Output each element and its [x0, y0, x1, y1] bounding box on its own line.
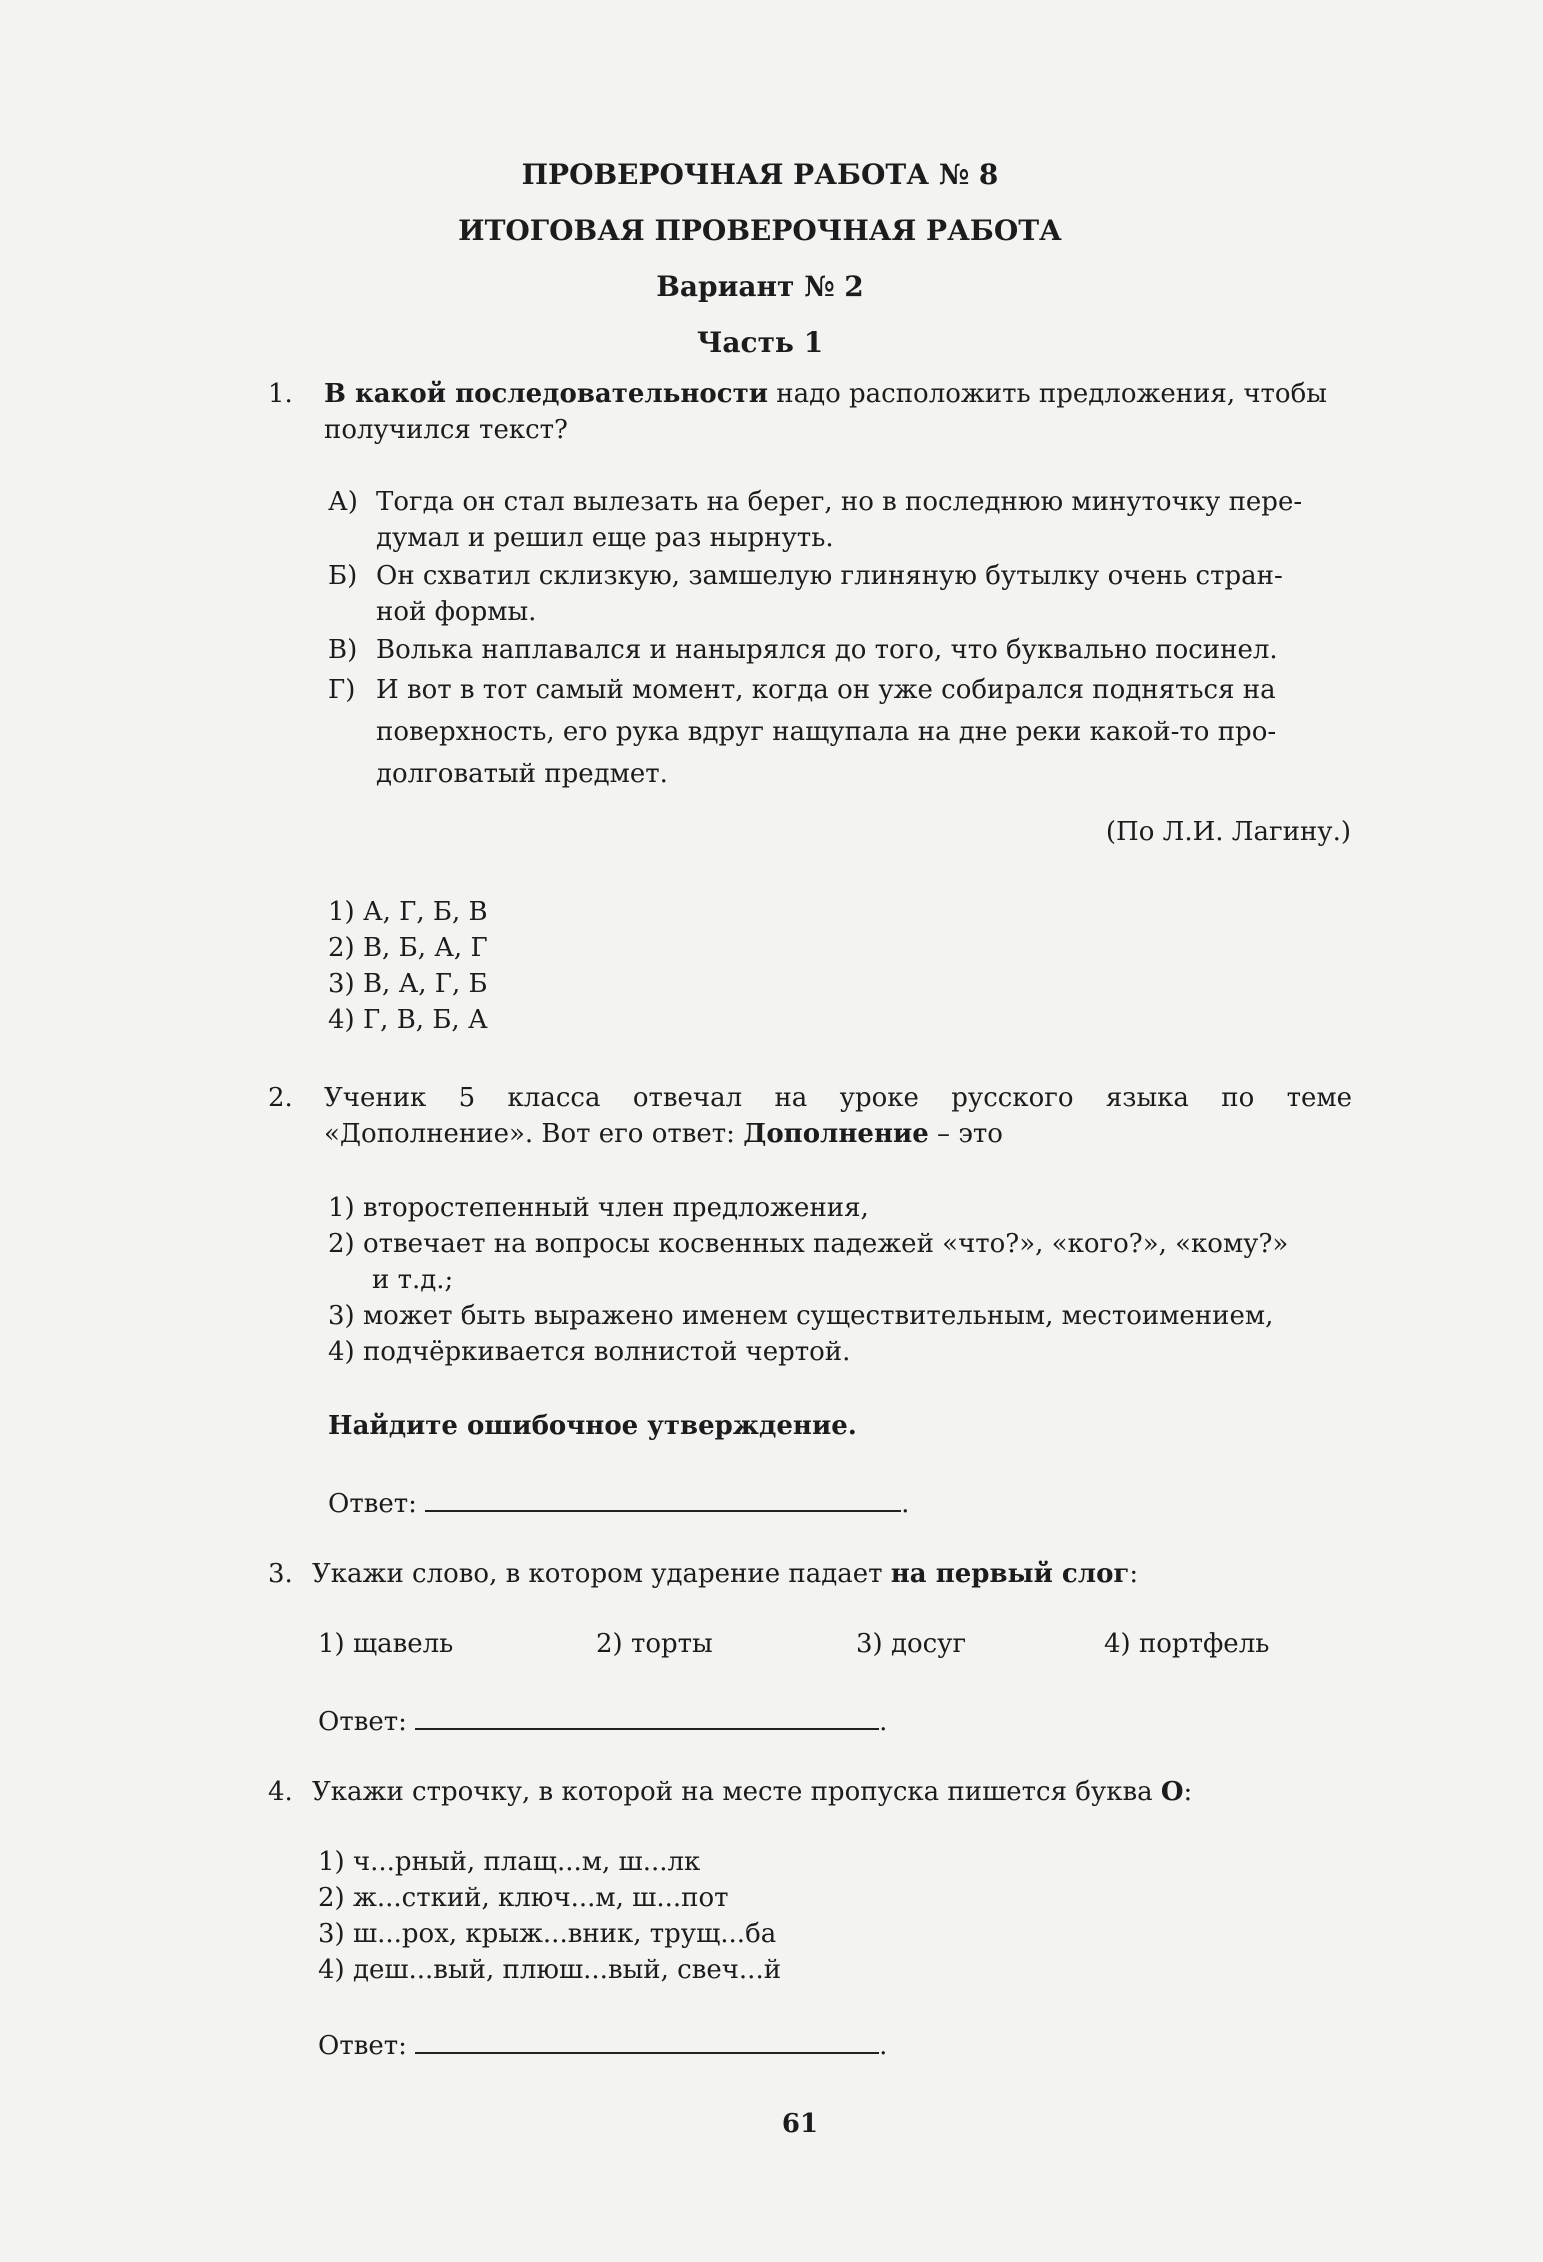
part-label: Часть 1: [696, 326, 824, 359]
q4-prompt-bold: О: [1160, 1777, 1184, 1807]
q2-number: 2.: [268, 1083, 293, 1113]
answer-label: Ответ:: [328, 1489, 417, 1519]
q1-prompt-line2: получился текст?: [324, 415, 568, 445]
q4-prompt: [312, 1774, 1192, 1810]
q2-prompt-text: «Дополнение». Вот его ответ:: [324, 1119, 744, 1149]
q1-source: (По Л.И. Лагину.): [1105, 817, 1351, 847]
q1-sentence-text: думал и решил еще раз нырнуть.: [376, 523, 834, 553]
q1-sentence-text: Он схватил склизкую, замшелую глиняную бутылку очень стран-: [376, 561, 1283, 591]
q2-item: 3) может быть выражено именем существительным, местоимением,: [328, 1301, 1274, 1331]
q4-answer: [318, 2024, 887, 2064]
q3-option: 4) портфель: [1104, 1629, 1270, 1659]
q2-prompt-text: – это: [928, 1119, 1003, 1149]
q3-option: 2) торты: [596, 1629, 713, 1659]
q1-sentence-label: А): [328, 487, 358, 517]
q2-word: по: [1221, 1083, 1255, 1113]
q3-prompt-text: Укажи слово, в котором ударение падает: [312, 1559, 891, 1589]
q1-sentence-text: Тогда он стал вылезать на берег, но в последнюю минуточку пере-: [376, 487, 1303, 517]
q4-prompt-text: :: [1183, 1777, 1193, 1807]
q1-prompt-rest: надо расположить предложения, чтобы: [768, 379, 1327, 409]
q4-option: 3) ш...рох, крыж...вник, трущ...ба: [318, 1919, 777, 1949]
q2-word: отвечал: [632, 1083, 743, 1113]
answer-field[interactable]: [415, 1700, 879, 1730]
answer-label: Ответ:: [318, 2031, 407, 2061]
q3-prompt-bold: на первый слог: [890, 1559, 1130, 1589]
q2-word: Ученик: [324, 1083, 427, 1113]
q1-sentence-text: ной формы.: [376, 597, 537, 627]
q1-prompt-bold: В какой последовательности: [324, 379, 768, 409]
q2-prompt-line2: [324, 1116, 1003, 1152]
q2-item: и т.д.;: [372, 1265, 454, 1295]
q2-prompt-line1: [324, 1080, 1352, 1116]
q3-number: 3.: [268, 1559, 293, 1589]
q1-option: 1) А, Г, Б, В: [328, 897, 488, 927]
q4-option: 2) ж...сткий, ключ...м, ш...пот: [318, 1883, 729, 1913]
q2-word: теме: [1286, 1083, 1352, 1113]
q2-item: 2) отвечает на вопросы косвенных падежей «что?», «кого?», «кому?»: [328, 1229, 1289, 1259]
q2-item: 4) подчёркивается волнистой чертой.: [328, 1337, 851, 1367]
q3-prompt-text: :: [1129, 1559, 1139, 1589]
worksheet-subtitle: ИТОГОВАЯ ПРОВЕРОЧНАЯ РАБОТА: [458, 214, 1062, 247]
q1-option: 2) В, Б, А, Г: [328, 933, 488, 963]
q3-option: 3) досуг: [856, 1629, 967, 1659]
q2-word: на: [774, 1083, 808, 1113]
q4-prompt-text: Укажи строчку, в которой на месте пропуска пишется буква: [312, 1777, 1161, 1807]
answer-period: .: [879, 1707, 888, 1737]
answer-label: Ответ:: [318, 1707, 407, 1737]
q1-sentence-text: поверхность, его рука вдруг нащупала на дне реки какой-то про-: [376, 717, 1277, 747]
q1-option: 3) В, А, Г, Б: [328, 969, 488, 999]
q2-word: 5: [458, 1083, 476, 1113]
q2-word: класса: [507, 1083, 601, 1113]
q1-sentence-label: Г): [328, 675, 356, 705]
q2-word: языка: [1105, 1083, 1189, 1113]
q3-answer: [318, 1700, 887, 1740]
q2-word: русского: [951, 1083, 1074, 1113]
q3-prompt: [312, 1556, 1138, 1592]
page-number: 61: [781, 2109, 819, 2139]
q2-prompt-bold: Дополнение: [743, 1119, 929, 1149]
variant-label: Вариант № 2: [656, 270, 864, 303]
q1-sentence-label: Б): [328, 561, 358, 591]
q1-option: 4) Г, В, Б, А: [328, 1005, 488, 1035]
q4-option: 4) деш...вый, плюш...вый, свеч...й: [318, 1955, 782, 1985]
q1-sentence-text: долговатый предмет.: [376, 759, 668, 789]
q1-sentence-text: Волька наплавался и нанырялся до того, что буквально посинел.: [376, 635, 1278, 665]
q1-sentence-text: И вот в тот самый момент, когда он уже собирался подняться на: [376, 675, 1276, 705]
answer-field[interactable]: [425, 1482, 901, 1512]
q2-item: 1) второстепенный член предложения,: [328, 1193, 869, 1223]
q2-task: Найдите ошибочное утверждение.: [328, 1411, 857, 1441]
worksheet-title: ПРОВЕРОЧНАЯ РАБОТА № 8: [521, 158, 999, 191]
q3-option: 1) щавель: [318, 1629, 454, 1659]
q4-option: 1) ч...рный, плащ...м, ш...лк: [318, 1847, 701, 1877]
answer-period: .: [879, 2031, 888, 2061]
q2-answer: [328, 1482, 909, 1522]
answer-field[interactable]: [415, 2024, 879, 2054]
q4-number: 4.: [268, 1777, 293, 1807]
q2-word: уроке: [839, 1083, 919, 1113]
q1-number: 1.: [268, 379, 293, 409]
q1-prompt-line1: [324, 376, 1327, 412]
q1-sentence-label: В): [328, 635, 358, 665]
answer-period: .: [901, 1489, 910, 1519]
